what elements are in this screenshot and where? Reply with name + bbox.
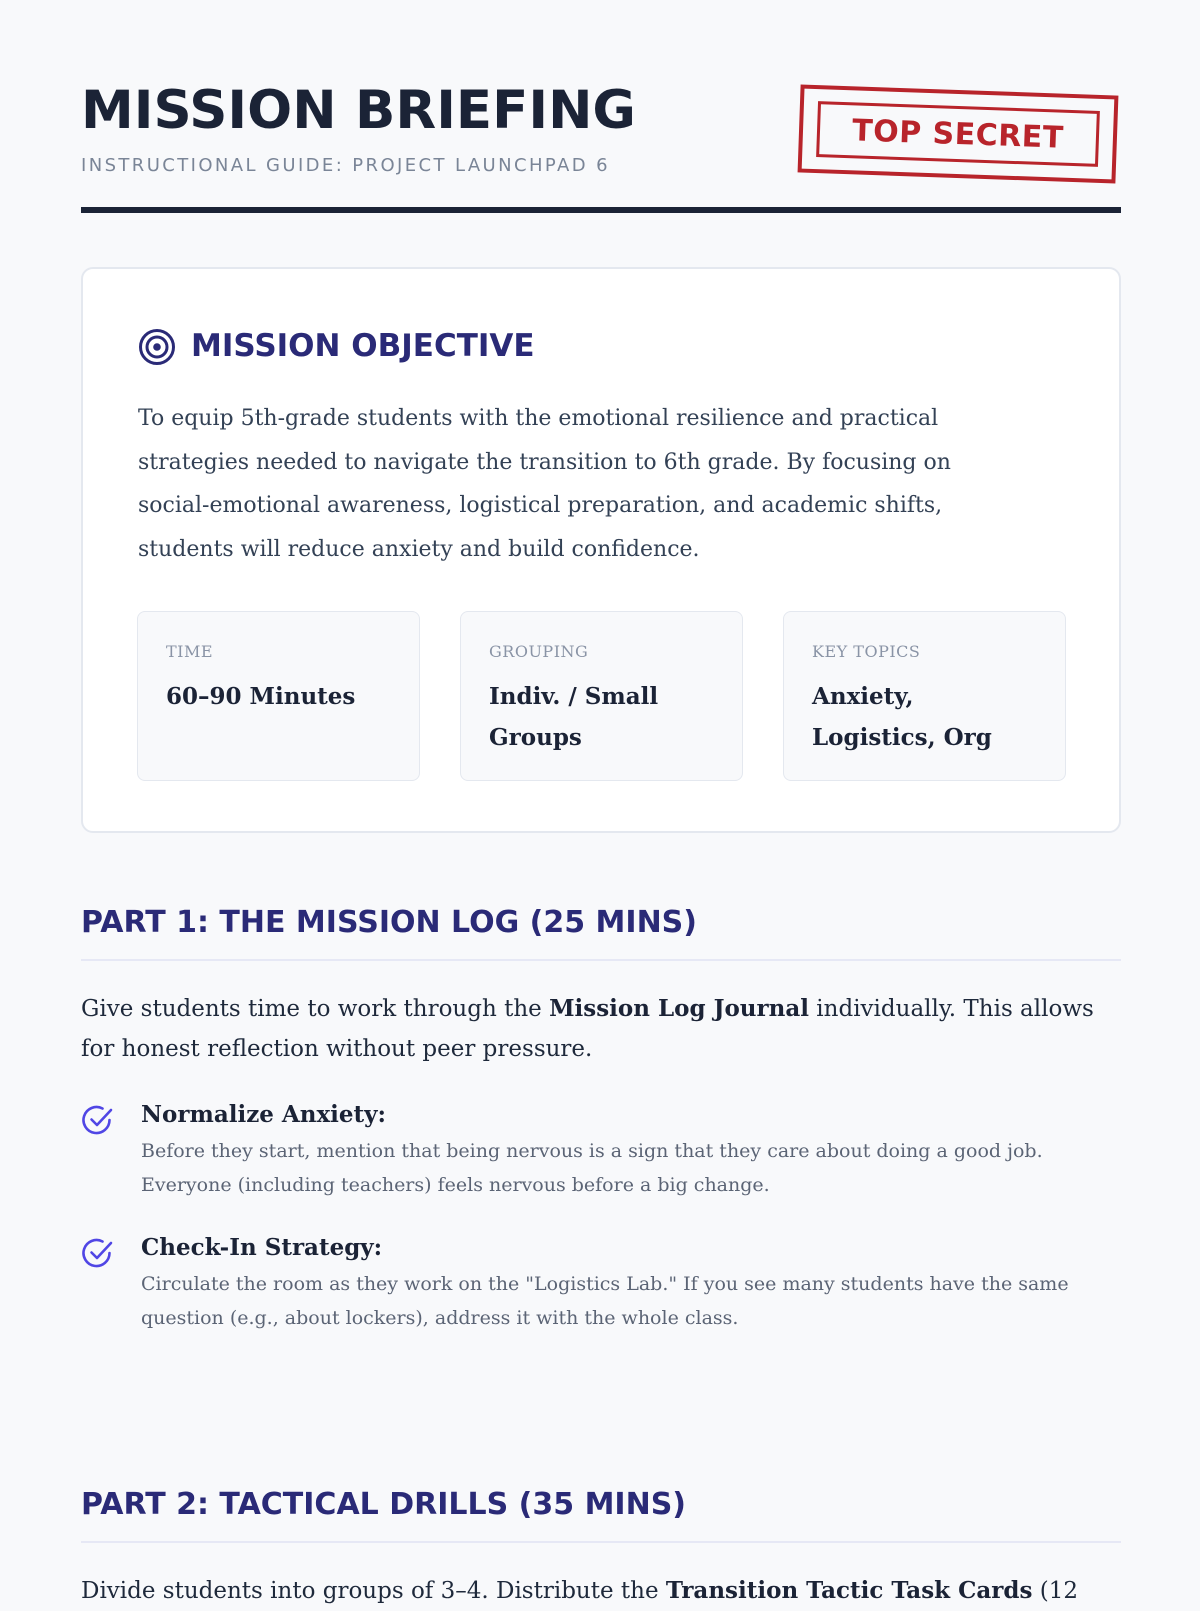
mission-briefing-page	[81, 0, 1121, 1604]
intro-text: (12	[1032, 1578, 1078, 1604]
info-label: GROUPING	[489, 642, 589, 661]
tip-text: Before they start, mention that being nervous is a sign that they care about doing a good job. Everyone (including teachers) feels nervous before a big change.	[141, 1140, 1043, 1196]
intro-bold: Mission Log Journal	[549, 995, 809, 1022]
info-label: KEY TOPICS	[812, 642, 921, 661]
objective-heading: MISSION OBJECTIVE	[191, 328, 535, 364]
tip-title: Normalize Anxiety:	[141, 1101, 387, 1128]
info-value: Anxiety, Logistics, Org	[812, 683, 992, 751]
objective-text: To equip 5th-grade students with the emotional resilience and practical strategies needed to navigate the transition to 6th grade. By focusing on social-emotional awareness, logistical preparation, and academic shifts, students will reduce anxiety and build confidence.	[138, 406, 951, 562]
info-value: 60–90 Minutes	[166, 683, 356, 710]
info-label: TIME	[166, 642, 214, 661]
page-title: MISSION BRIEFING	[81, 80, 636, 141]
tip-text: Circulate the room as they work on the "Logistics Lab." If you see many students have the same question (e.g., about lockers), address it with the whole class.	[141, 1273, 1069, 1329]
intro-text: Divide students into groups of 3–4. Distribute the	[81, 1578, 666, 1604]
section-title-part-1: PART 1: THE MISSION LOG (25 MINS)	[81, 905, 697, 940]
stamp-inner-border	[816, 101, 1100, 167]
section-divider	[81, 959, 1121, 961]
info-value: Indiv. / Small Groups	[489, 683, 659, 751]
info-box-grouping	[460, 611, 743, 781]
tip-title: Check-In Strategy:	[141, 1234, 383, 1261]
header-divider	[81, 207, 1121, 213]
intro-bold: Transition Tactic Task Cards	[665, 1577, 1033, 1604]
page-header	[81, 0, 1121, 215]
section-divider	[81, 1541, 1121, 1543]
check-circle-icon	[81, 1103, 115, 1137]
section-title-part-2: PART 2: TACTICAL DRILLS (35 MINS)	[81, 1487, 687, 1522]
intro-text: individually. This allows for honest reflection without peer pressure.	[81, 996, 1094, 1062]
intro-text: Give students time to work through the	[81, 996, 550, 1022]
part-1-intro	[81, 989, 1121, 1069]
check-circle-icon	[81, 1236, 115, 1270]
part-2-intro	[81, 1571, 1121, 1611]
target-icon	[138, 328, 176, 366]
top-secret-stamp	[798, 84, 1119, 183]
info-box-key-topics	[783, 611, 1066, 781]
page-subtitle: INSTRUCTIONAL GUIDE: PROJECT LAUNCHPAD 6	[81, 155, 610, 176]
info-box-time	[137, 611, 420, 781]
mission-objective-card	[81, 267, 1121, 833]
stamp-text: TOP SECRET	[851, 112, 1065, 156]
